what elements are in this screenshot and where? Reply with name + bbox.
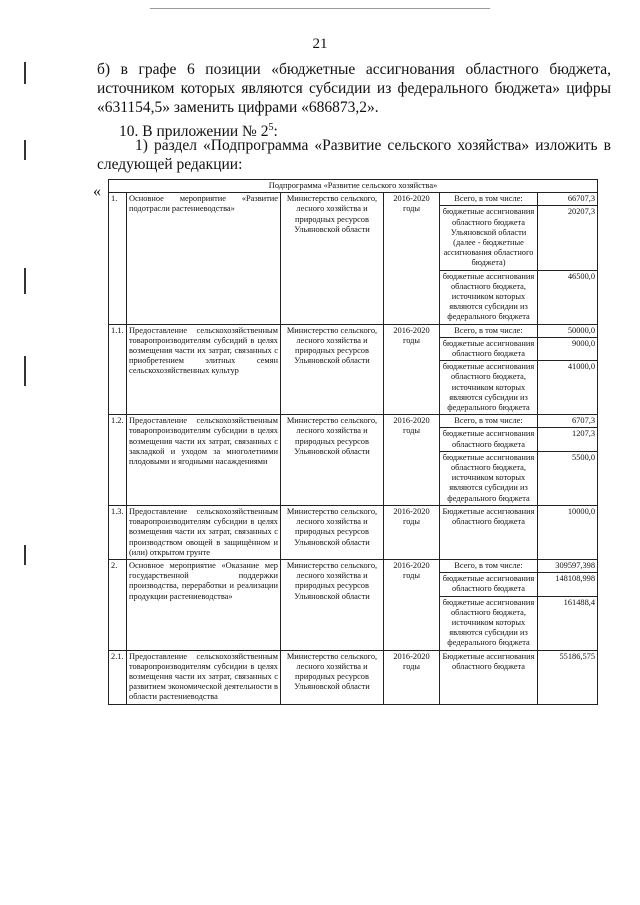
margin-mark: [24, 62, 26, 84]
row-number: 2.: [109, 559, 127, 650]
row-executor: Министерство сельского, лесного хозяйства и природных ресурсов Ульяновской области: [281, 650, 384, 704]
margin-mark: [24, 545, 26, 565]
funding-source: Всего, в том числе:: [440, 324, 538, 337]
funding-amount: 148108,998: [538, 573, 598, 596]
margin-mark: [24, 140, 26, 160]
paragraph-10: 10. В приложении № $2^5$:: [119, 122, 278, 141]
funding-amount: 1207,3: [538, 428, 598, 451]
row-description: Основное мероприятие «Оказание мер государственной поддержки производства, переработки и реализации продукции растениеводства»: [127, 559, 281, 650]
margin-mark: [24, 356, 26, 386]
funding-source: Бюджетные ассигнования областного бюджета: [440, 650, 538, 704]
row-description: Предоставление сельскохозяйственным товаропроизводителям субсидии в целях возмещения части их затрат, связанных с закладкой и уходом за многолетними плодовыми и ягодными насаждениями: [127, 415, 281, 506]
table-title: Подпрограмма «Развитие сельского хозяйства»: [109, 180, 598, 193]
table-row: [109, 324, 598, 337]
row-description: Предоставление сельскохозяйственным товаропроизводителям субсидий в целях возмещения части их затрат, связанных с приобретением элитных семян сельскохозяйственных культур: [127, 324, 281, 415]
funding-amount: 50000,0: [538, 324, 598, 337]
funding-amount: 46500,0: [538, 270, 598, 324]
row-years: 2016-2020 годы: [384, 650, 440, 704]
funding-source: Бюджетные ассигнования областного бюджета: [440, 505, 538, 559]
subprogram-table: [108, 179, 598, 705]
table-row: [109, 415, 598, 428]
funding-source: Всего, в том числе:: [440, 559, 538, 572]
funding-source: бюджетные ассигнования областного бюджета Ульяновской области (далее - бюджетные ассигнования областного бюджета): [440, 206, 538, 270]
funding-source: бюджетные ассигнования областного бюджета: [440, 337, 538, 360]
funding-amount: 6707,3: [538, 415, 598, 428]
row-executor: Министерство сельского, лесного хозяйства и природных ресурсов Ульяновской области: [281, 324, 384, 415]
funding-amount: 55186,575: [538, 650, 598, 704]
row-number: 1.1.: [109, 324, 127, 415]
row-years: 2016-2020 годы: [384, 324, 440, 415]
funding-source: бюджетные ассигнования областного бюджета, источником которых являются субсидии из федерального бюджета: [440, 270, 538, 324]
row-description: Предоставление сельскохозяйственным товаропроизводителям субсидии в целях возмещения части их затрат, связанных с развитием экономической деятельности в области растениеводства: [127, 650, 281, 704]
funding-amount: 66707,3: [538, 193, 598, 206]
funding-source: бюджетные ассигнования областного бюджета, источником которых являются субсидии из федерального бюджета: [440, 451, 538, 505]
margin-mark: [24, 268, 26, 294]
row-executor: Министерство сельского, лесного хозяйства и природных ресурсов Ульяновской области: [281, 505, 384, 559]
funding-amount: 20207,3: [538, 206, 598, 270]
row-number: 1.: [109, 193, 127, 324]
row-description: Предоставление сельскохозяйственным товаропроизводителям субсидии в целях возмещения части их затрат, связанных с производством овощей в защищённом и (или) открытом грунте: [127, 505, 281, 559]
funding-amount: 309597,398: [538, 559, 598, 572]
opening-quote: «: [93, 183, 101, 200]
row-executor: Министерство сельского, лесного хозяйства и природных ресурсов Ульяновской области: [281, 193, 384, 324]
row-years: 2016-2020 годы: [384, 505, 440, 559]
scan-edge-line: [150, 8, 490, 9]
paragraph-b: б) в графе 6 позиции «бюджетные ассигнования областного бюджета, источником которых являются субсидии из федерального бюджета» цифры «631154,5» заменить цифрами «686873,2».: [97, 61, 611, 116]
funding-source: бюджетные ассигнования областного бюджета, источником которых являются субсидии из федерального бюджета: [440, 361, 538, 415]
page-number: 21: [312, 36, 328, 52]
table-title-row: [109, 180, 598, 193]
row-years: 2016-2020 годы: [384, 559, 440, 650]
table-row: [109, 559, 598, 572]
funding-amount: 161488,4: [538, 596, 598, 650]
funding-source: Всего, в том числе:: [440, 193, 538, 206]
table-row: [109, 193, 598, 206]
row-executor: Министерство сельского, лесного хозяйства и природных ресурсов Ульяновской области: [281, 559, 384, 650]
row-years: 2016-2020 годы: [384, 193, 440, 324]
funding-amount: 10000,0: [538, 505, 598, 559]
funding-source: бюджетные ассигнования областного бюджета: [440, 428, 538, 451]
row-number: 1.3.: [109, 505, 127, 559]
funding-source: Всего, в том числе:: [440, 415, 538, 428]
table-row: [109, 650, 598, 704]
row-executor: Министерство сельского, лесного хозяйства и природных ресурсов Ульяновской области: [281, 415, 384, 506]
funding-source: бюджетные ассигнования областного бюджета: [440, 573, 538, 596]
row-years: 2016-2020 годы: [384, 415, 440, 506]
funding-amount: 9000,0: [538, 337, 598, 360]
funding-source: бюджетные ассигнования областного бюджета, источником которых являются субсидии из федерального бюджета: [440, 596, 538, 650]
table-row: [109, 505, 598, 559]
row-description: Основное мероприятие «Развитие подотрасли растениеводства»: [127, 193, 281, 324]
funding-amount: 5500,0: [538, 451, 598, 505]
row-number: 2.1.: [109, 650, 127, 704]
paragraph-1: 1) раздел «Подпрограмма «Развитие сельского хозяйства» изложить в следующей редакции:: [97, 137, 611, 173]
row-number: 1.2.: [109, 415, 127, 506]
funding-amount: 41000,0: [538, 361, 598, 415]
